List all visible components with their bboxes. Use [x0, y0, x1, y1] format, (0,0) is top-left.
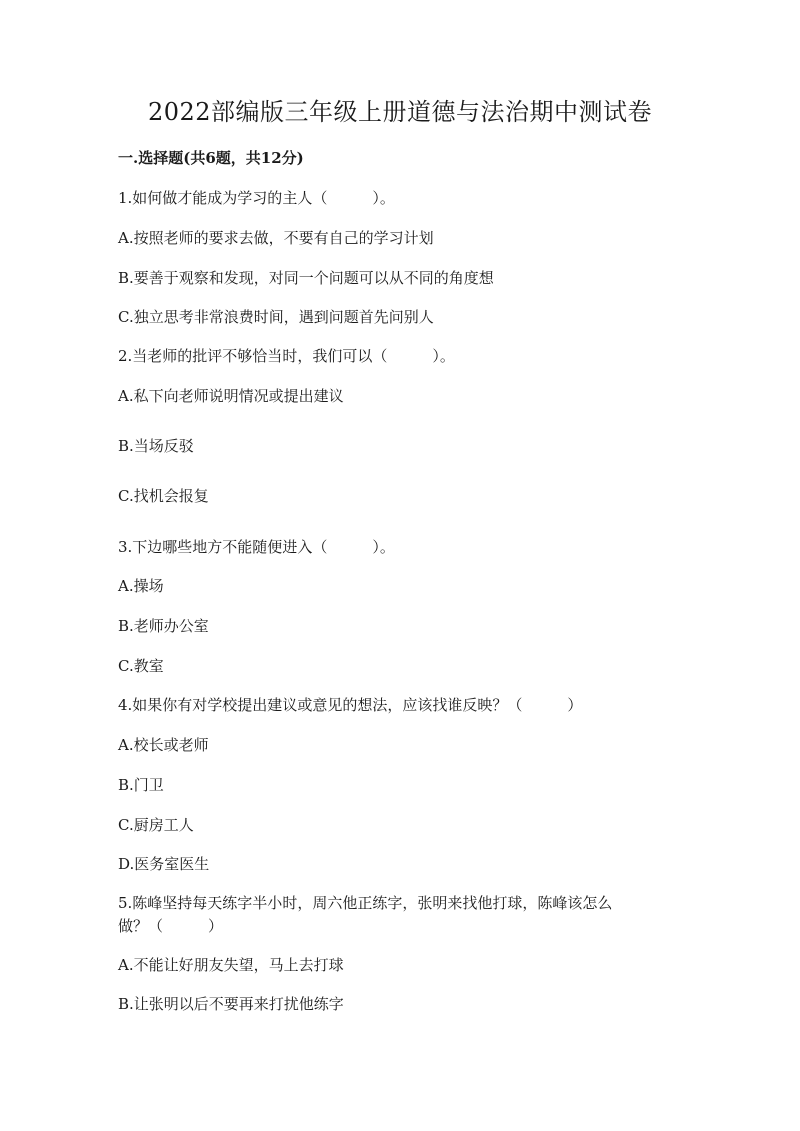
question-1-option-c: C.独立思考非常浪费时间，遇到问题首先问别人: [118, 308, 434, 326]
question-4-option-d: D.医务室医生: [118, 855, 210, 873]
question-4-option-b: B.门卫: [118, 776, 164, 794]
question-5-option-a: A.不能让好朋友失望，马上去打球: [118, 956, 344, 974]
question-3-option-a: A.操场: [118, 577, 164, 595]
question-4-option-a: A.校长或老师: [118, 736, 209, 754]
question-1-stem: 1.如何做才能成为学习的主人（ ）。: [118, 189, 395, 207]
question-2-option-a: A.私下向老师说明情况或提出建议: [118, 387, 344, 405]
section-heading: 一.选择题(共6题，共12分): [118, 149, 304, 167]
question-5-stem: [118, 893, 674, 936]
question-3-option-c: C.教室: [118, 657, 164, 675]
question-2-option-b: B.当场反驳: [118, 437, 194, 455]
question-2-stem: 2.当老师的批评不够恰当时，我们可以（ ）。: [118, 347, 455, 365]
page-title: 2022部编版三年级上册道德与法治期中测试卷: [147, 98, 653, 126]
question-2-option-c: C.找机会报复: [118, 487, 209, 505]
question-5-option-b: B.让张明以后不要再来打扰他练字: [118, 995, 344, 1013]
question-1-option-b: B.要善于观察和发现，对同一个问题可以从不同的角度想: [118, 269, 494, 287]
question-3-option-b: B.老师办公室: [118, 617, 209, 635]
question-5-stem-line-2: 做？（ ）: [118, 917, 224, 935]
question-1-option-a: A.按照老师的要求去做，不要有自己的学习计划: [118, 229, 434, 247]
question-5-stem-line-1: 5.陈峰坚持每天练字半小时，周六他正练字，张明来找他打球，陈峰该怎么: [118, 894, 613, 912]
question-4-stem: 4.如果你有对学校提出建议或意见的想法，应该找谁反映？（ ）: [118, 696, 583, 714]
question-3-stem: 3.下边哪些地方不能随便进入（ ）。: [118, 538, 395, 556]
question-4-option-c: C.厨房工人: [118, 816, 194, 834]
